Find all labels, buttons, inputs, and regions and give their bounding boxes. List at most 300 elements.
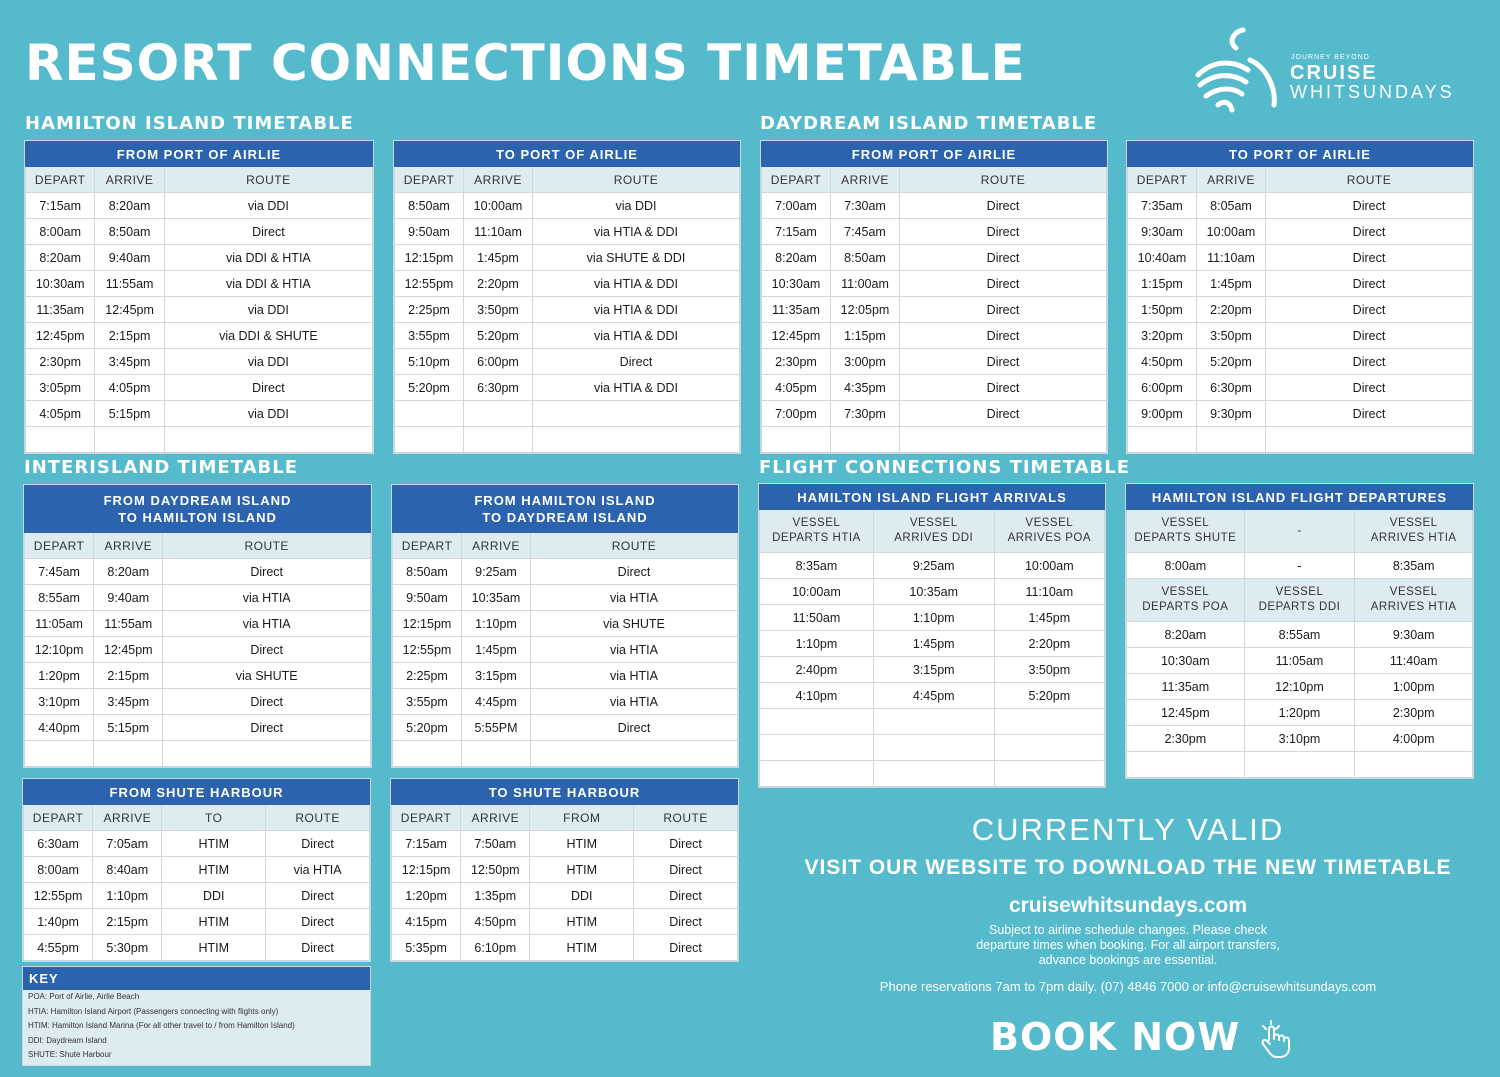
table-cell: 7:35am — [1128, 193, 1197, 219]
table-cell: 9:40am — [94, 585, 163, 611]
empty-cell — [1244, 752, 1355, 778]
table-cell: 4:40pm — [25, 715, 94, 741]
table-cell: Direct — [900, 245, 1107, 271]
table-row — [760, 553, 1105, 579]
column-header-row — [25, 533, 371, 559]
table-daydream-from-airlie — [760, 140, 1108, 454]
table-cell: Direct — [900, 375, 1107, 401]
table-cell: 1:10pm — [760, 631, 874, 657]
table-cell: 10:00am — [994, 553, 1104, 579]
table-row — [393, 585, 738, 611]
table-row — [762, 271, 1107, 297]
logo-line1: CRUISE — [1290, 62, 1378, 84]
table-row — [25, 715, 371, 741]
turtle-icon — [1188, 20, 1283, 115]
table-row — [1128, 271, 1473, 297]
key-title: KEY — [23, 967, 370, 990]
column-header-row — [393, 533, 738, 559]
table-cell: 1:45pm — [994, 605, 1104, 631]
table-cell: 5:30pm — [93, 935, 162, 961]
column-header: VESSEL ARRIVES POA — [994, 510, 1104, 553]
table-row — [26, 349, 373, 375]
column-header: ARRIVE — [93, 805, 162, 831]
table-cell: 3:10pm — [25, 689, 94, 715]
table-cell: 2:20pm — [1197, 297, 1266, 323]
visit-website-text: VISIT OUR WEBSITE TO DOWNLOAD THE NEW TIMETABLE — [804, 856, 1452, 879]
table-cell: 2:30pm — [26, 349, 95, 375]
pointer-hand-icon — [1255, 1020, 1295, 1060]
table-cell: 9:50am — [395, 219, 464, 245]
table-cell: Direct — [900, 271, 1107, 297]
table-cell: 10:00am — [1197, 219, 1266, 245]
table-title: FROM PORT OF AIRLIE — [762, 142, 1107, 167]
empty-cell — [1128, 427, 1197, 453]
table-cell: HTIM — [162, 831, 266, 857]
table-title-row — [393, 486, 738, 533]
table-cell: 8:20am — [94, 559, 163, 585]
table-cell: via HTIA & DDI — [533, 297, 740, 323]
column-header: VESSEL DEPARTS HTIA — [760, 510, 874, 553]
empty-cell — [531, 741, 738, 767]
table-title: FROM HAMILTON ISLAND TO DAYDREAM ISLAND — [393, 486, 738, 533]
book-now-label: BOOK NOW — [990, 1015, 1241, 1059]
table-cell: HTIM — [530, 831, 634, 857]
table-cell: 6:00pm — [1128, 375, 1197, 401]
table-cell: 3:50pm — [994, 657, 1104, 683]
table-row — [762, 245, 1107, 271]
column-header: ARRIVE — [94, 533, 163, 559]
table-cell: 5:20pm — [393, 715, 462, 741]
table-row — [760, 657, 1105, 683]
table-cell: 9:25am — [462, 559, 531, 585]
table-cell: via HTIA & DDI — [533, 271, 740, 297]
table-cell: 10:35am — [462, 585, 531, 611]
column-header-row — [392, 805, 738, 831]
cruise-whitsundays-logo[interactable] — [1188, 20, 1478, 115]
section-daydream: DAYDREAM ISLAND TIMETABLE — [760, 113, 1098, 134]
table-title-row — [760, 485, 1105, 510]
table-cell: 7:00am — [762, 193, 831, 219]
empty-cell — [26, 427, 95, 453]
table-cell: 8:35am — [760, 553, 874, 579]
table-hamilton-to-airlie — [393, 140, 741, 454]
table-title-row — [395, 142, 740, 167]
table-row — [26, 193, 373, 219]
table-row — [25, 637, 371, 663]
empty-row — [25, 741, 371, 767]
table-cell: 10:00am — [760, 579, 874, 605]
table-row — [762, 401, 1107, 427]
table-cell: 9:30pm — [1197, 401, 1266, 427]
table-cell: Direct — [634, 857, 738, 883]
empty-cell — [1197, 427, 1266, 453]
table-row — [1128, 297, 1473, 323]
column-header: ROUTE — [266, 805, 370, 831]
table-row — [762, 193, 1107, 219]
table-row — [1128, 193, 1473, 219]
column-header: ROUTE — [1266, 167, 1473, 193]
table-cell: 7:45am — [831, 219, 900, 245]
empty-cell — [994, 761, 1104, 787]
table-row — [393, 663, 738, 689]
table-to-shute-harbour — [390, 778, 739, 962]
empty-cell — [831, 427, 900, 453]
table-cell: 3:15pm — [462, 663, 531, 689]
table-title: FROM SHUTE HARBOUR — [24, 780, 370, 805]
table-cell: Direct — [163, 689, 371, 715]
table-row — [26, 297, 373, 323]
table-cell: 4:05pm — [95, 375, 164, 401]
empty-cell — [900, 427, 1107, 453]
empty-cell — [393, 741, 462, 767]
table-row — [1127, 726, 1473, 752]
table-cell: Direct — [1266, 245, 1473, 271]
empty-cell — [94, 741, 163, 767]
table-row — [760, 631, 1105, 657]
column-header: - — [1244, 510, 1355, 553]
table-row — [395, 375, 740, 401]
logo-tagline: JOURNEY BEYOND — [1291, 54, 1370, 61]
table-row — [26, 219, 373, 245]
column-header: VESSEL DEPARTS DDI — [1244, 579, 1355, 622]
table-title: TO PORT OF AIRLIE — [1128, 142, 1473, 167]
table-cell: via HTIA & DDI — [533, 219, 740, 245]
table-row — [1127, 648, 1473, 674]
table-cell: via DDI — [533, 193, 740, 219]
table-cell: via HTIA & DDI — [533, 375, 740, 401]
table-cell: 1:20pm — [1244, 700, 1355, 726]
table-cell: Direct — [266, 883, 370, 909]
table-row — [395, 193, 740, 219]
table-cell: 2:25pm — [393, 663, 462, 689]
table-cell: 8:50am — [395, 193, 464, 219]
table-row — [395, 271, 740, 297]
empty-cell — [95, 427, 164, 453]
table-title-row — [1127, 485, 1473, 510]
table-row — [762, 219, 1107, 245]
table-cell: 8:50am — [393, 559, 462, 585]
table-cell: 5:10pm — [395, 349, 464, 375]
table-cell: 11:05am — [1244, 648, 1355, 674]
table-cell: 12:45pm — [95, 297, 164, 323]
table-cell: Direct — [900, 297, 1107, 323]
table-cell: 3:00pm — [831, 349, 900, 375]
table-cell: HTIM — [162, 857, 266, 883]
table-cell: via SHUTE & DDI — [533, 245, 740, 271]
book-now-button[interactable] — [990, 1015, 1295, 1060]
empty-cell — [1266, 427, 1473, 453]
table-cell: 2:25pm — [395, 297, 464, 323]
table-cell: 11:55am — [94, 611, 163, 637]
table-cell: HTIM — [162, 935, 266, 961]
table-hamilton-to-daydream — [391, 484, 739, 768]
column-header-row — [1127, 510, 1473, 553]
table-cell: 3:55pm — [395, 323, 464, 349]
table-row — [392, 883, 738, 909]
table-cell: 12:10pm — [1244, 674, 1355, 700]
table-from-shute-harbour — [22, 778, 371, 962]
table-cell: 4:50pm — [461, 909, 530, 935]
table-cell: DDI — [530, 883, 634, 909]
table-cell: 3:10pm — [1244, 726, 1355, 752]
table-cell: 11:10am — [994, 579, 1104, 605]
table-cell: 1:10pm — [873, 605, 994, 631]
table-row — [25, 585, 371, 611]
column-header: ARRIVE — [831, 167, 900, 193]
table-row — [26, 323, 373, 349]
table-cell: 10:35am — [873, 579, 994, 605]
table-cell: 3:05pm — [26, 375, 95, 401]
table-cell: 11:10am — [1197, 245, 1266, 271]
table-cell: via HTIA — [531, 663, 738, 689]
table-cell: 1:45pm — [1197, 271, 1266, 297]
table-cell: HTIM — [530, 857, 634, 883]
column-header: DEPART — [25, 533, 94, 559]
table-cell: 4:35pm — [831, 375, 900, 401]
table-row — [392, 909, 738, 935]
table-cell: 6:00pm — [464, 349, 533, 375]
empty-cell — [873, 735, 994, 761]
table-daydream-to-hamilton — [23, 484, 372, 768]
table-cell: Direct — [266, 909, 370, 935]
table-cell: 11:10am — [464, 219, 533, 245]
table-cell: via DDI & SHUTE — [164, 323, 372, 349]
table-row — [25, 611, 371, 637]
table-cell: Direct — [1266, 375, 1473, 401]
table-row — [25, 559, 371, 585]
table-row — [762, 297, 1107, 323]
empty-cell — [873, 761, 994, 787]
table-cell: Direct — [634, 935, 738, 961]
table-cell: 10:00am — [464, 193, 533, 219]
column-header-row — [395, 167, 740, 193]
table-cell: 3:45pm — [95, 349, 164, 375]
website-link[interactable]: cruisewhitsundays.com — [1008, 894, 1248, 917]
table-cell: - — [1244, 553, 1355, 579]
table-cell: 9:00pm — [1128, 401, 1197, 427]
empty-row — [393, 741, 738, 767]
column-header: DEPART — [26, 167, 95, 193]
column-header: VESSEL ARRIVES HTIA — [1355, 510, 1473, 553]
table-title-row — [24, 780, 370, 805]
table-cell: via DDI & HTIA — [164, 271, 372, 297]
table-cell: 2:20pm — [994, 631, 1104, 657]
empty-cell — [760, 761, 874, 787]
column-header: ROUTE — [900, 167, 1107, 193]
table-row — [392, 935, 738, 961]
table-cell: Direct — [634, 883, 738, 909]
table-cell: 7:15am — [762, 219, 831, 245]
table-cell: 5:20pm — [395, 375, 464, 401]
table-cell: 8:00am — [26, 219, 95, 245]
table-cell: via HTIA — [531, 637, 738, 663]
table-cell: 3:50pm — [1197, 323, 1266, 349]
table-cell: 5:20pm — [1197, 349, 1266, 375]
table-cell: 1:45pm — [462, 637, 531, 663]
key-line: HTIM: Hamilton Island Marina (For all other travel to / from Hamilton Island) — [28, 1021, 295, 1030]
table-cell: 1:35pm — [461, 883, 530, 909]
table-cell: 6:30pm — [1197, 375, 1266, 401]
table-cell: 8:00am — [24, 857, 93, 883]
table-row — [762, 349, 1107, 375]
table-cell: 4:45pm — [462, 689, 531, 715]
column-header: DEPART — [762, 167, 831, 193]
table-cell: 9:30am — [1355, 622, 1473, 648]
table-cell: 7:15am — [392, 831, 461, 857]
column-header: ROUTE — [164, 167, 372, 193]
column-header: DEPART — [393, 533, 462, 559]
column-header: FROM — [530, 805, 634, 831]
table-cell: Direct — [164, 375, 372, 401]
table-cell: 8:50am — [831, 245, 900, 271]
column-header-row — [762, 167, 1107, 193]
table-row — [392, 857, 738, 883]
table-cell: Direct — [1266, 219, 1473, 245]
table-cell: 2:40pm — [760, 657, 874, 683]
table-cell: 3:20pm — [1128, 323, 1197, 349]
table-cell: 11:40am — [1355, 648, 1473, 674]
table-row — [26, 401, 373, 427]
key-legend — [22, 966, 371, 1066]
column-header: VESSEL ARRIVES DDI — [873, 510, 994, 553]
table-title: HAMILTON ISLAND FLIGHT DEPARTURES — [1127, 485, 1473, 510]
table-row — [26, 375, 373, 401]
table-cell: 5:20pm — [464, 323, 533, 349]
table-cell: 7:15am — [26, 193, 95, 219]
table-cell: HTIM — [530, 935, 634, 961]
table-cell: 2:30pm — [1127, 726, 1245, 752]
table-cell: Direct — [1266, 323, 1473, 349]
table-cell: 12:15pm — [392, 857, 461, 883]
table-cell: 8:20am — [26, 245, 95, 271]
column-header: DEPART — [392, 805, 461, 831]
table-cell: 6:30pm — [464, 375, 533, 401]
key-line: POA: Port of Airlie, Airlie Beach — [28, 992, 140, 1001]
table-cell: 5:15pm — [94, 715, 163, 741]
table-cell: 12:45pm — [26, 323, 95, 349]
table-row — [1127, 622, 1473, 648]
table-cell: HTIM — [530, 909, 634, 935]
table-cell: 12:05pm — [831, 297, 900, 323]
empty-cell — [395, 401, 464, 427]
table-cell: via DDI — [164, 297, 372, 323]
table-row — [1127, 674, 1473, 700]
table-cell: Direct — [900, 401, 1107, 427]
column-header: ARRIVE — [95, 167, 164, 193]
table-cell: 12:15pm — [395, 245, 464, 271]
empty-row — [760, 709, 1105, 735]
table-title-row — [1128, 142, 1473, 167]
empty-cell — [1127, 752, 1245, 778]
table-cell: 1:10pm — [93, 883, 162, 909]
column-header: VESSEL ARRIVES HTIA — [1355, 579, 1473, 622]
table-cell: Direct — [531, 715, 738, 741]
table-row — [1128, 219, 1473, 245]
table-cell: via HTIA — [266, 857, 370, 883]
table-row — [1128, 349, 1473, 375]
table-cell: 8:35am — [1355, 553, 1473, 579]
table-row — [24, 883, 370, 909]
column-header: ARRIVE — [1197, 167, 1266, 193]
table-cell: 8:20am — [762, 245, 831, 271]
table-cell: 2:30pm — [1355, 700, 1473, 726]
table-cell: Direct — [1266, 271, 1473, 297]
table-cell: Direct — [1266, 401, 1473, 427]
table-cell: 6:30am — [24, 831, 93, 857]
section-interisland: INTERISLAND TIMETABLE — [24, 457, 299, 478]
empty-cell — [464, 427, 533, 453]
table-cell: 4:50pm — [1128, 349, 1197, 375]
column-header: ROUTE — [533, 167, 740, 193]
table-cell: 5:35pm — [392, 935, 461, 961]
table-cell: Direct — [266, 831, 370, 857]
column-header: DEPART — [24, 805, 93, 831]
table-cell: Direct — [634, 909, 738, 935]
table-cell: 4:05pm — [762, 375, 831, 401]
table-row — [762, 375, 1107, 401]
empty-row — [762, 427, 1107, 453]
table-cell: DDI — [162, 883, 266, 909]
empty-row — [760, 735, 1105, 761]
table-cell: Direct — [900, 193, 1107, 219]
table-cell: 10:30am — [26, 271, 95, 297]
table-row — [395, 297, 740, 323]
table-cell: 8:05am — [1197, 193, 1266, 219]
table-cell: 4:05pm — [26, 401, 95, 427]
table-flight-departures — [1125, 483, 1474, 779]
table-cell: 11:50am — [760, 605, 874, 631]
table-title: FROM PORT OF AIRLIE — [26, 142, 373, 167]
table-row — [762, 323, 1107, 349]
phone-reservations: Phone reservations 7am to 7pm daily. (07) 4846 7000 or info@cruisewhitsundays.com — [879, 979, 1377, 994]
table-cell: 7:30pm — [831, 401, 900, 427]
table-cell: Direct — [1266, 193, 1473, 219]
table-row — [393, 637, 738, 663]
table-cell: 7:05am — [93, 831, 162, 857]
table-hamilton-from-airlie — [24, 140, 374, 454]
column-header-row — [1127, 579, 1473, 622]
table-cell: 7:30am — [831, 193, 900, 219]
table-row — [24, 857, 370, 883]
table-cell: Direct — [266, 935, 370, 961]
empty-cell — [533, 427, 740, 453]
table-cell: 1:20pm — [392, 883, 461, 909]
empty-row — [1128, 427, 1473, 453]
disclaimer-line-1: Subject to airline schedule changes. Please check — [989, 923, 1267, 937]
table-cell: Direct — [533, 349, 740, 375]
table-cell: 9:25am — [873, 553, 994, 579]
table-cell: 1:50pm — [1128, 297, 1197, 323]
column-header: ARRIVE — [462, 533, 531, 559]
table-cell: Direct — [1266, 297, 1473, 323]
table-row — [25, 689, 371, 715]
table-cell: Direct — [163, 637, 371, 663]
table-cell: 12:55pm — [24, 883, 93, 909]
table-cell: 8:20am — [1127, 622, 1245, 648]
table-row — [760, 683, 1105, 709]
table-cell: 1:10pm — [462, 611, 531, 637]
table-cell: via DDI — [164, 401, 372, 427]
empty-cell — [25, 741, 94, 767]
empty-row — [1127, 752, 1473, 778]
table-cell: 12:50pm — [461, 857, 530, 883]
table-cell: 12:55pm — [395, 271, 464, 297]
table-cell: 11:55am — [95, 271, 164, 297]
table-row — [26, 271, 373, 297]
table-cell: Direct — [1266, 349, 1473, 375]
table-cell: 12:45pm — [1127, 700, 1245, 726]
table-cell: 5:55PM — [462, 715, 531, 741]
